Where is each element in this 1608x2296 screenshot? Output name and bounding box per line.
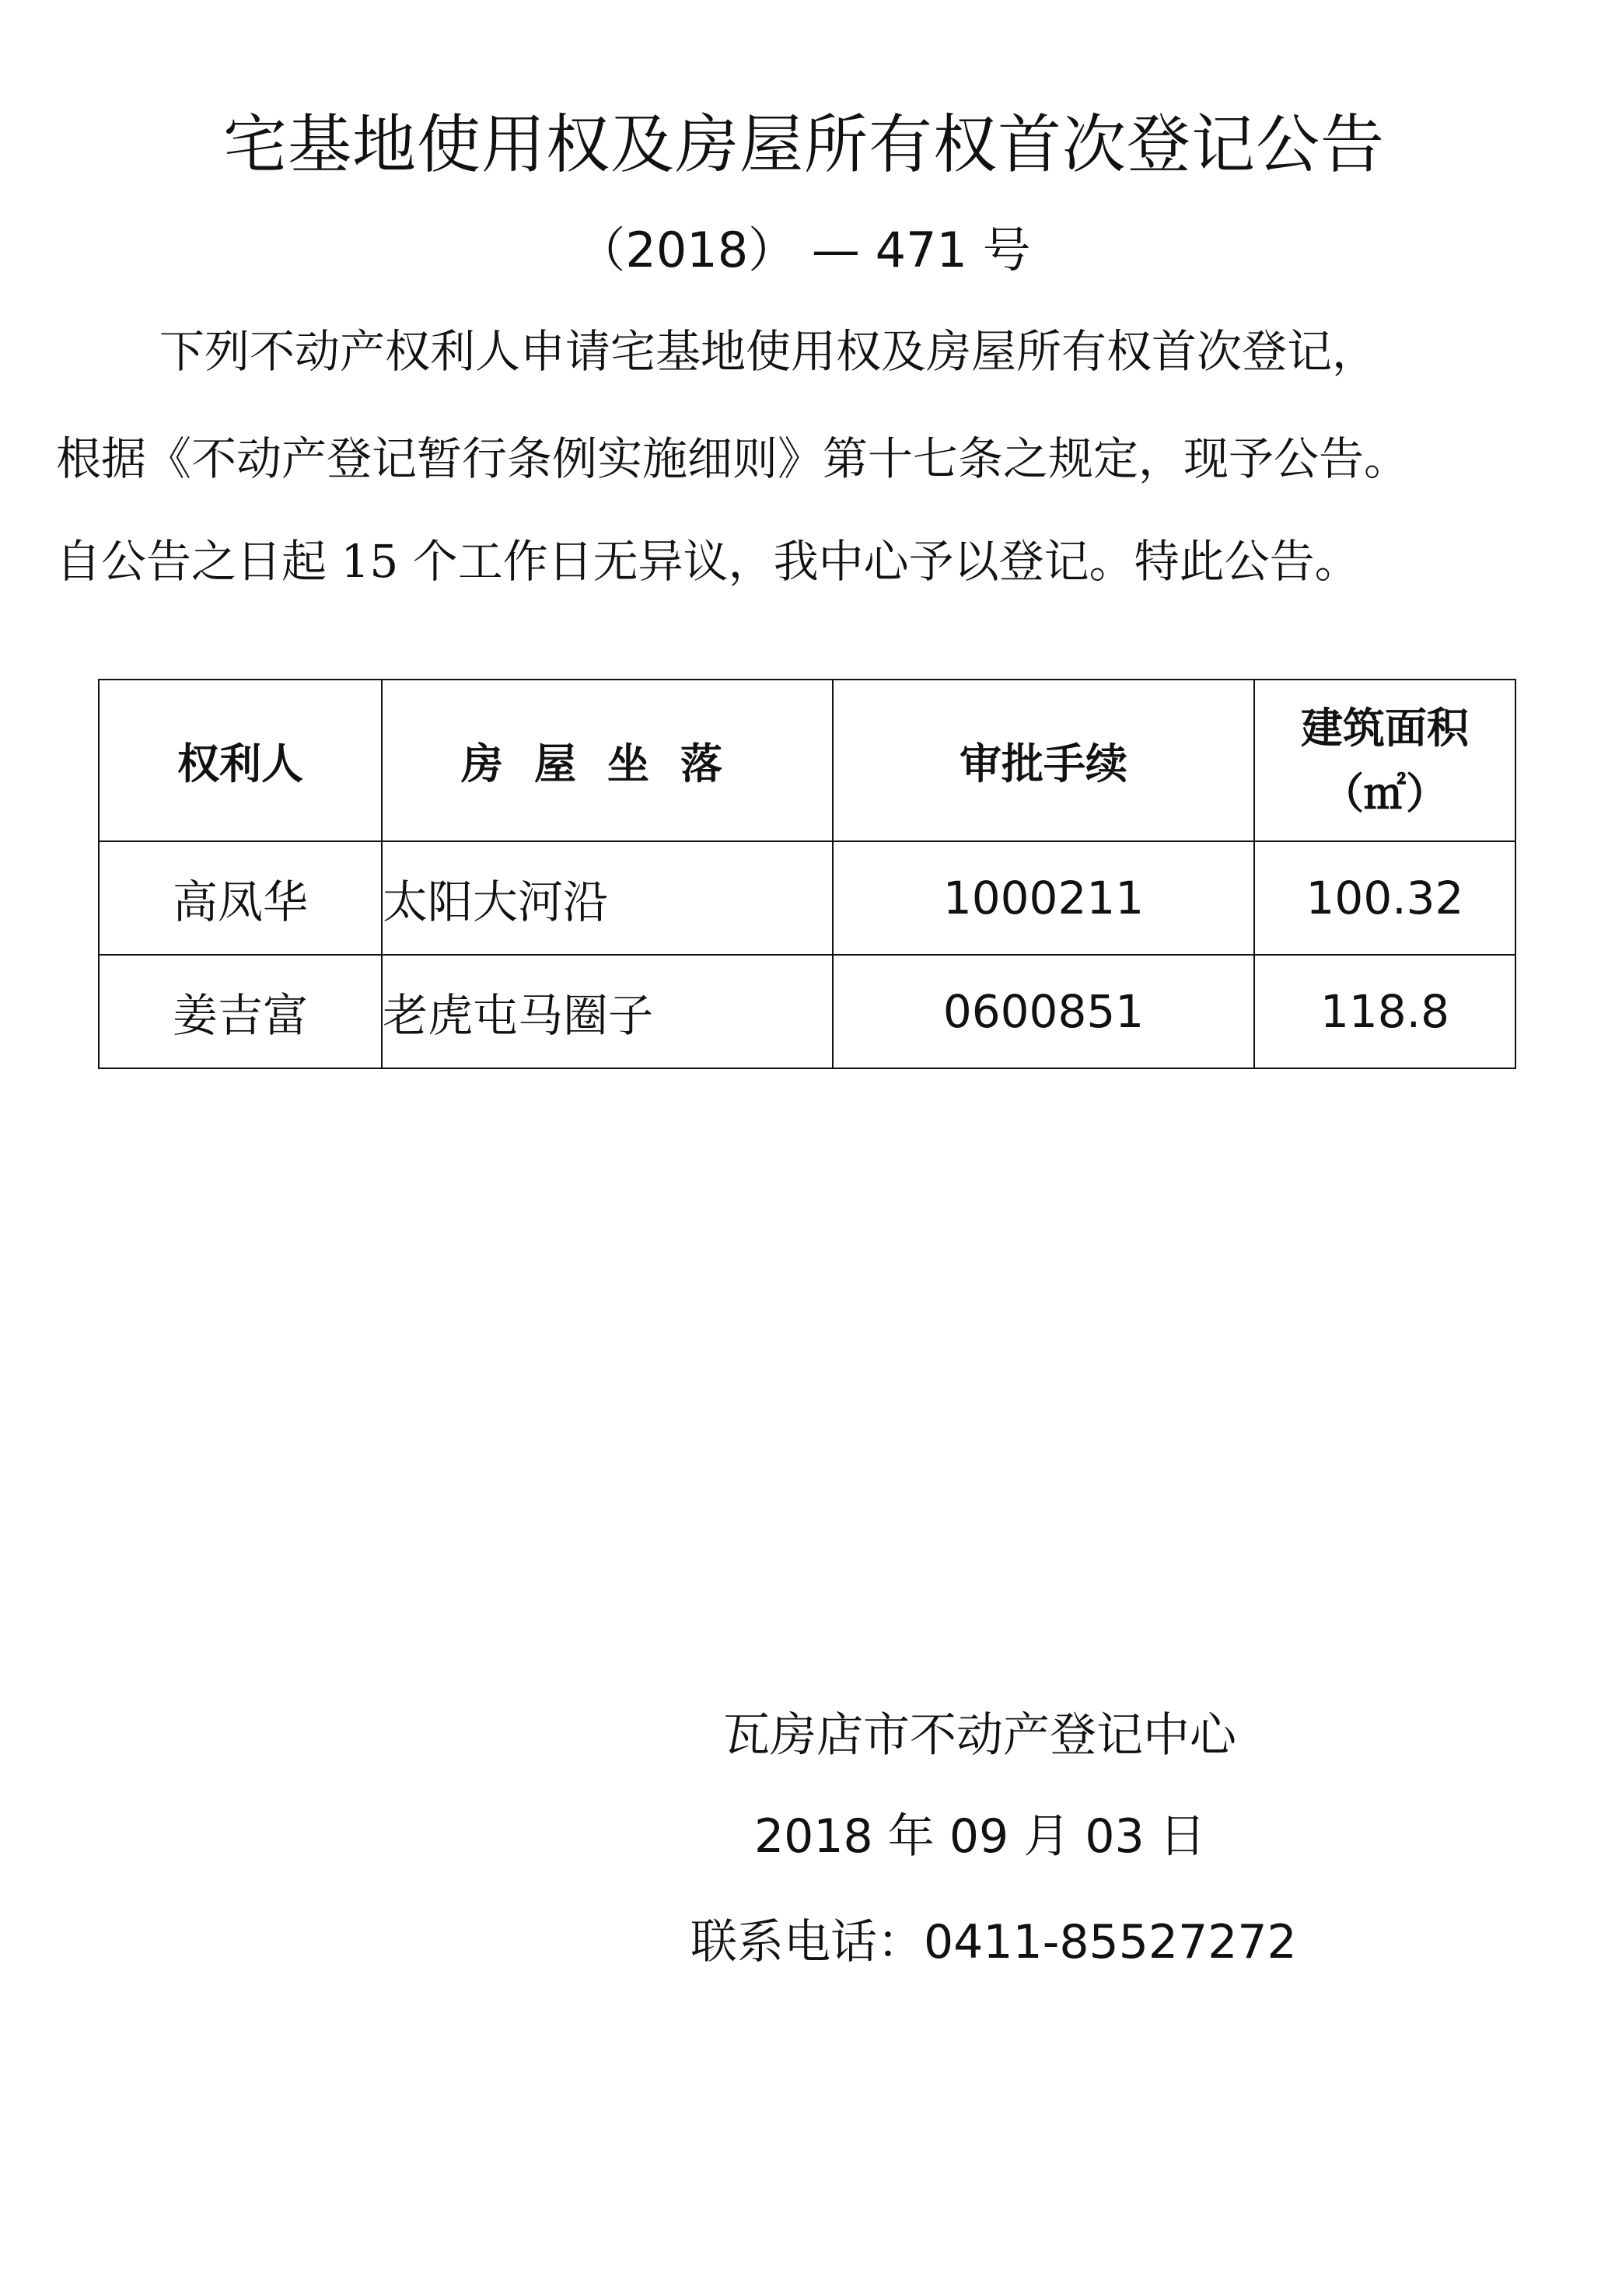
table-row	[99, 841, 1515, 955]
cell-area: 118.8	[1254, 955, 1515, 1068]
cell-location: 老虎屯马圈子	[382, 955, 833, 1068]
paragraph-line-3: 自公告之日起 15 个工作日无异议，我中心予以登记。特此公告。	[56, 535, 1360, 588]
header-owner: 权利人	[99, 680, 382, 841]
page-title: 宅基地使用权及房屋所有权首次登记公告	[222, 108, 1385, 182]
header-area-label: 建筑面积	[1301, 703, 1469, 753]
table-row	[99, 955, 1515, 1068]
header-approval: 审批手续	[833, 680, 1254, 841]
document-number: （2018） — 471 号	[577, 222, 1031, 278]
registration-table	[98, 679, 1516, 1069]
header-area-unit: （㎡）	[1322, 768, 1448, 818]
contact-phone: 联系电话：0411-85527272	[690, 1915, 1297, 1969]
paragraph-line-1: 下列不动产权利人申请宅基地使用权及房屋所有权首次登记，	[159, 325, 1378, 378]
signature-organization: 瓦房店市不动产登记中心	[723, 1708, 1236, 1763]
cell-owner: 姜吉富	[99, 955, 382, 1068]
header-area	[1254, 680, 1515, 841]
header-location: 房屋坐落	[382, 680, 833, 841]
table-header-row	[99, 680, 1515, 841]
cell-approval: 0600851	[833, 955, 1254, 1068]
cell-owner: 高凤华	[99, 841, 382, 955]
signature-date: 2018 年 09 月 03 日	[754, 1809, 1206, 1864]
cell-area: 100.32	[1254, 841, 1515, 955]
cell-approval: 1000211	[833, 841, 1254, 955]
cell-location: 太阳大河沿	[382, 841, 833, 955]
paragraph-line-2: 根据《不动产登记暂行条例实施细则》第十七条之规定，现予公告。	[56, 432, 1410, 485]
